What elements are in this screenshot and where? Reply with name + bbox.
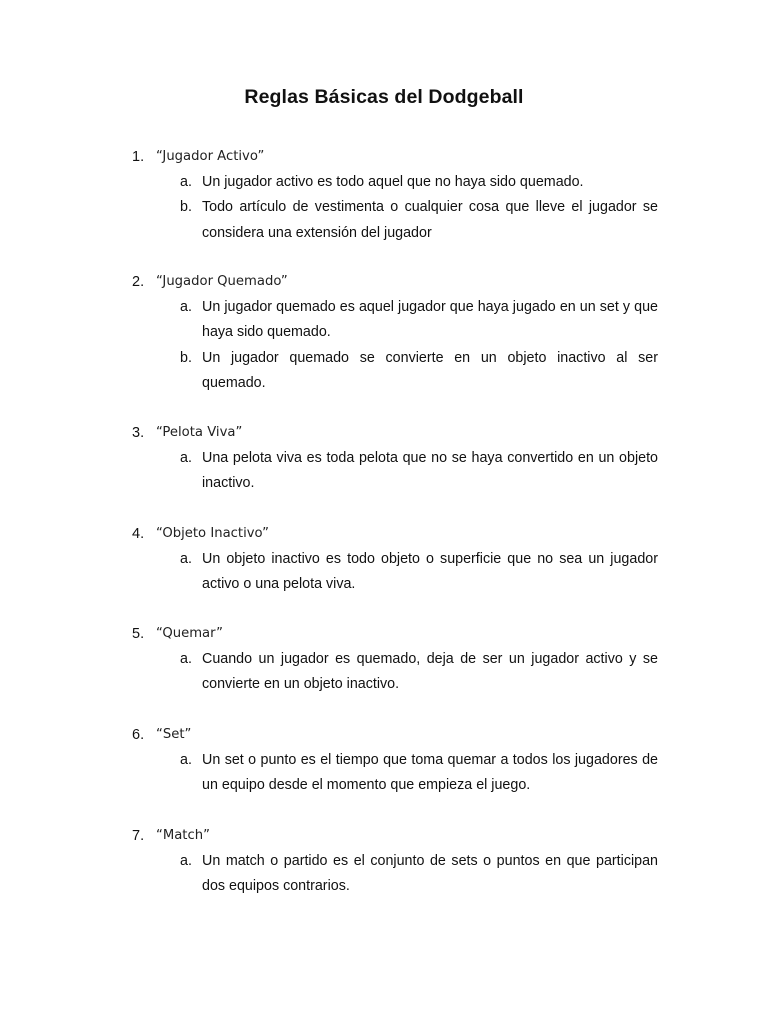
item-text: Un objeto inactivo es todo objeto o superficie que no sea un jugador activo o una pelota viva. <box>202 551 658 593</box>
rule-heading <box>132 521 672 547</box>
rule-item <box>180 647 658 698</box>
rule-item <box>180 849 658 900</box>
item-text: Cuando un jugador es quemado, deja de ser un jugador activo y se convierte en un objeto inactivo. <box>202 651 658 693</box>
rule-term: “Set” <box>156 727 192 742</box>
item-letter: a. <box>180 651 192 667</box>
rule-number: 6. <box>132 727 145 743</box>
rule-1 <box>132 144 672 246</box>
rule-item <box>180 346 658 397</box>
item-letter: a. <box>180 299 192 315</box>
item-letter: a. <box>180 551 192 567</box>
rule-heading <box>132 144 672 170</box>
document-title: Reglas Básicas del Dodgeball <box>244 86 524 108</box>
rule-item <box>180 446 658 497</box>
rule-heading <box>132 420 672 446</box>
item-text: Un jugador activo es todo aquel que no haya sido quemado. <box>202 174 584 190</box>
rule-item <box>180 547 658 598</box>
rule-5 <box>132 621 672 698</box>
item-letter: a. <box>180 752 192 768</box>
rule-item <box>180 170 658 195</box>
rule-item <box>180 295 658 346</box>
item-letter: b. <box>180 349 192 366</box>
rule-number: 5. <box>132 626 145 642</box>
rule-number: 4. <box>132 526 145 542</box>
item-letter: a. <box>180 174 192 190</box>
rule-term: “Jugador Quemado” <box>156 274 288 289</box>
item-text: Un jugador quemado es aquel jugador que haya jugado en un set y que haya sido quemado. <box>202 299 658 341</box>
rule-number: 7. <box>132 828 145 844</box>
item-text: Un match o partido es el conjunto de sets o puntos en que participan dos equipos contrarios. <box>202 853 658 895</box>
rule-item <box>180 748 658 799</box>
item-text: Un set o punto es el tiempo que toma quemar a todos los jugadores de un equipo desde el momento que empieza el juego. <box>202 752 658 794</box>
item-letter: b. <box>180 199 192 216</box>
item-letter: a. <box>180 450 192 466</box>
rule-number: 2. <box>132 274 145 290</box>
rule-heading <box>132 621 672 647</box>
rule-heading <box>132 823 672 849</box>
item-text: Todo artículo de vestimenta o cualquier cosa que lleve el jugador se considera una extensión del jugador <box>202 199 658 241</box>
rule-term: “Pelota Viva” <box>156 425 243 440</box>
rule-7 <box>132 823 672 900</box>
rule-term: “Quemar” <box>156 626 223 641</box>
rule-number: 1. <box>132 149 145 165</box>
rule-number: 3. <box>132 425 145 441</box>
rule-term: “Objeto Inactivo” <box>156 526 269 541</box>
rule-heading <box>132 269 672 295</box>
rule-heading <box>132 722 672 748</box>
item-text: Una pelota viva es toda pelota que no se haya convertido en un objeto inactivo. <box>202 450 658 492</box>
rule-3 <box>132 420 672 497</box>
rule-4 <box>132 521 672 598</box>
rule-term: “Match” <box>156 828 210 843</box>
item-text: Un jugador quemado se convierte en un objeto inactivo al ser quemado. <box>202 349 658 391</box>
rule-term: “Jugador Activo” <box>156 149 265 164</box>
rule-item <box>180 195 658 246</box>
item-letter: a. <box>180 853 192 869</box>
rule-2 <box>132 269 672 396</box>
rule-6 <box>132 722 672 799</box>
